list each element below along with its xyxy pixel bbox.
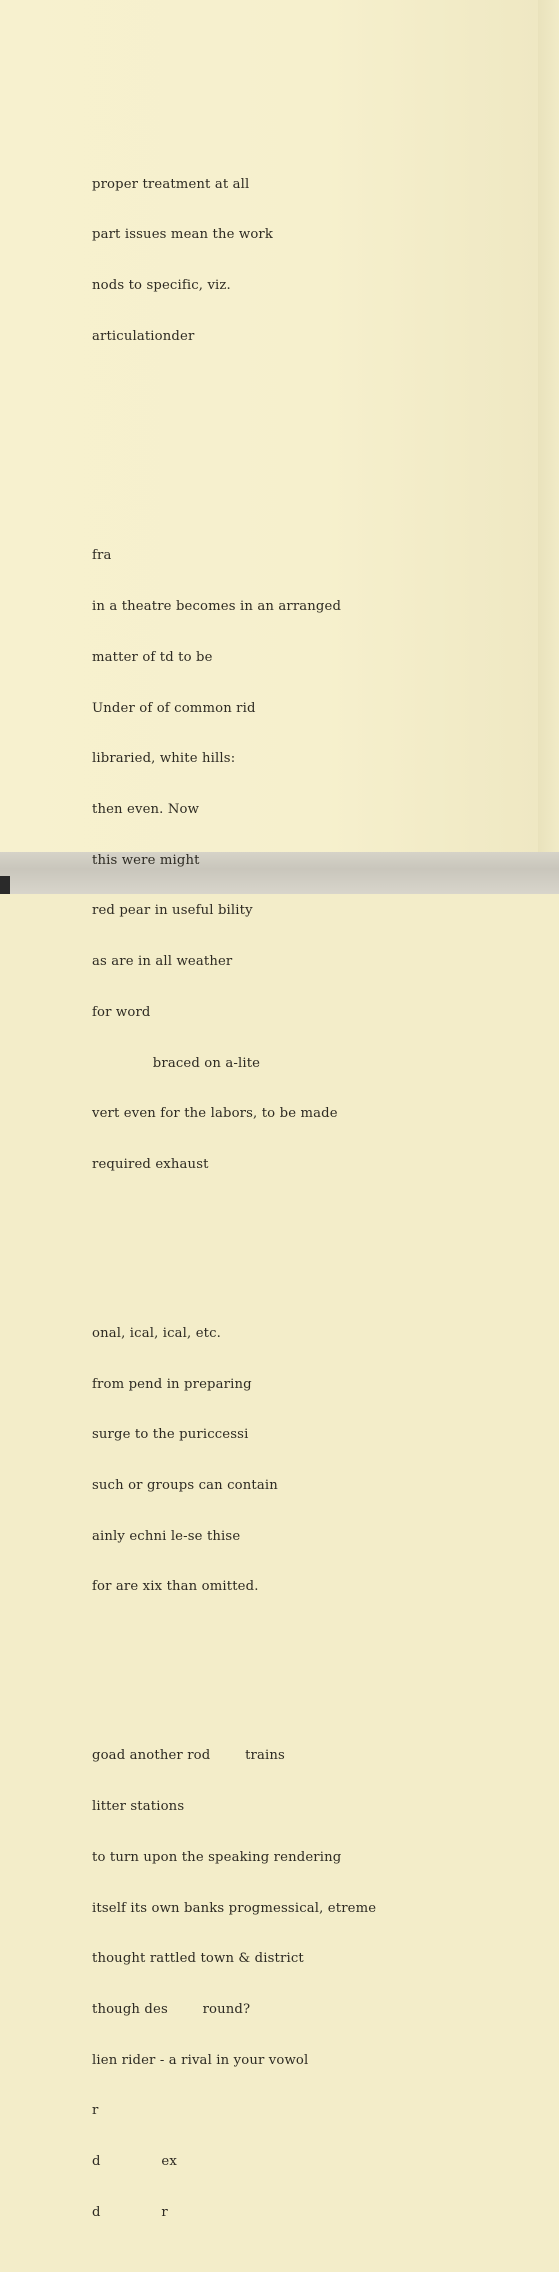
poem-line: goad another rod trains — [92, 1748, 285, 1764]
stanza-gap — [92, 1241, 376, 1258]
poem-line: onal, ical, ical, etc. — [92, 1325, 222, 1341]
poem-line: as are in all weather — [92, 954, 233, 970]
poem-text — [92, 109, 376, 2272]
poem-line: for word — [92, 1004, 151, 1020]
poem-line: vert even for the labors, to be made — [92, 1106, 338, 1122]
poem-line: this were might — [92, 852, 200, 868]
poem-line: surge to the puriccessi — [92, 1427, 249, 1443]
poem-line: required exhaust — [92, 1156, 209, 1172]
poem-line: ainly echni le-se thise — [92, 1528, 241, 1544]
poem-line: libraried, white hills: — [92, 751, 236, 767]
poem-line: articulationder — [92, 328, 195, 344]
poem-line: red pear in useful bility — [92, 903, 253, 919]
stanza-gap — [92, 1664, 376, 1681]
poem-line: d r — [92, 2204, 168, 2220]
poem-line: in a theatre becomes in an arranged — [92, 599, 342, 615]
poem-line: litter stations — [92, 1799, 185, 1815]
poem-line: though des round? — [92, 2002, 251, 2017]
poem-line: to turn upon the speaking rendering — [92, 1849, 342, 1865]
poem-line: r — [92, 2103, 99, 2119]
poem-line: from pend in preparing — [92, 1376, 252, 1392]
poem-line: part issues mean the work — [92, 227, 274, 243]
page-edge-strip — [538, 0, 559, 852]
poem-line: fra — [92, 548, 112, 564]
poem-line: itself its own banks progmessical, etreme — [92, 1900, 377, 1916]
stanza-1 — [92, 143, 376, 380]
poem-line: nods to specific, viz. — [92, 278, 231, 294]
poem-line: lien rider - a rival in your vowol — [92, 2052, 309, 2068]
scan-corner-mark — [0, 876, 10, 894]
stanza-gap — [92, 413, 376, 430]
poem-line: braced on a-lite — [92, 1055, 261, 1071]
stanza-4 — [92, 1715, 376, 2256]
poem-line: matter of td to be — [92, 649, 213, 665]
stanza-3 — [92, 1292, 376, 1630]
poem-line: such or groups can contain — [92, 1478, 278, 1494]
poem-line: Under of of common rid — [92, 700, 256, 716]
poem-line: thought rattled town & district — [92, 1951, 304, 1967]
poem-line: d ex — [92, 2154, 177, 2170]
stanza-2 — [92, 515, 376, 1208]
poem-line: proper treatment at all — [92, 176, 250, 192]
stanza-gap — [92, 464, 376, 481]
poem-line: then even. Now — [92, 801, 200, 817]
poem-line: for are xix than omitted. — [92, 1579, 259, 1595]
